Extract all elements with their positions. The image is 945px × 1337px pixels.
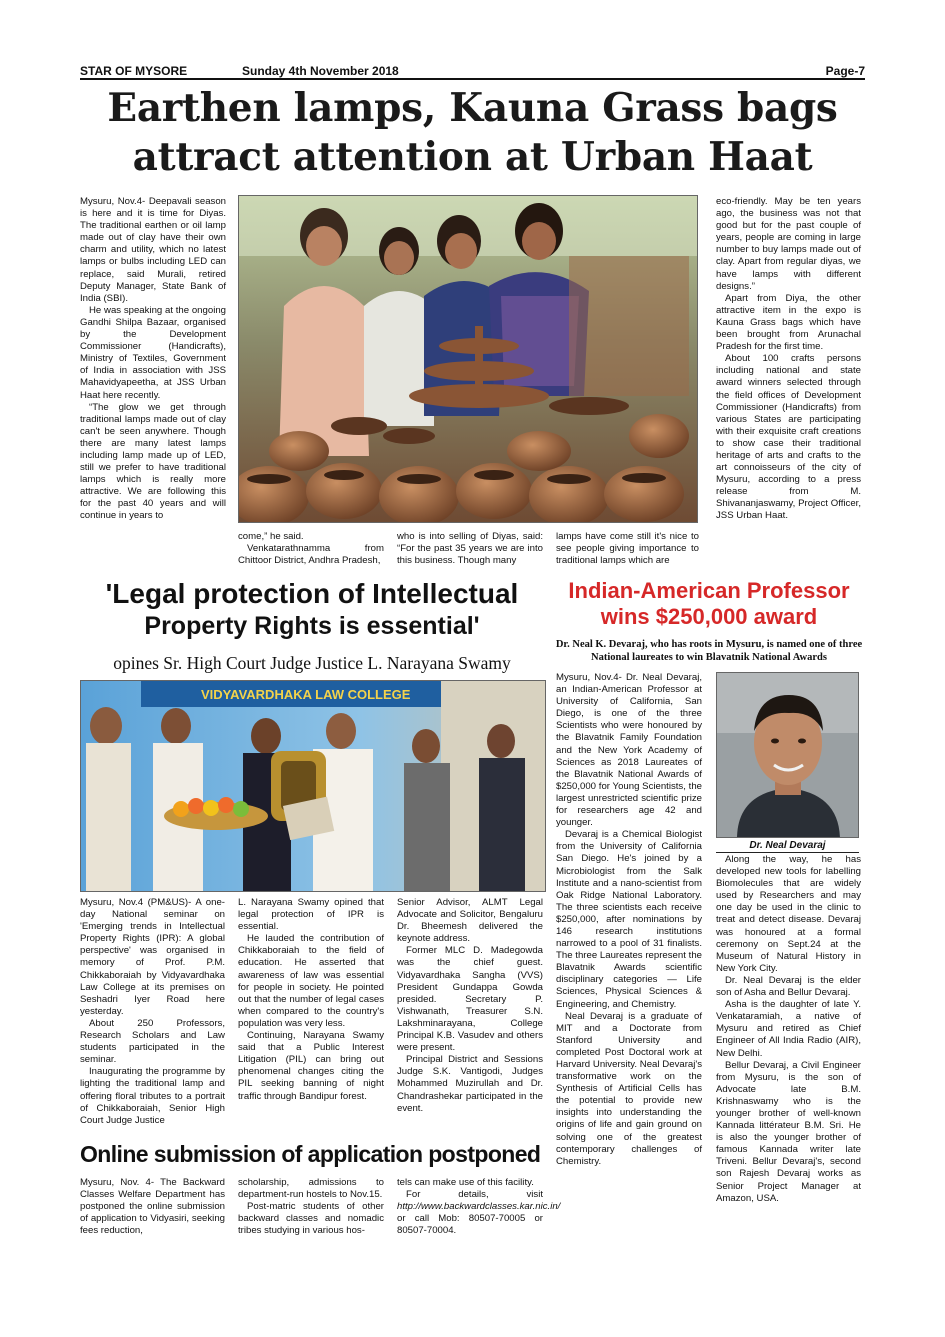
diya-stall-photo xyxy=(239,196,698,523)
lead-paragraph: Mysuru, Nov.4- Deepavali season is here and it is time for Diyas. The traditional earthen or oil lamp made out of clay have their own charm and utility, which no latest lamps or bulbs including LED can replace, said Murali, retired Deputy Manager, State Bank of India (SBI). xyxy=(80,196,226,304)
lead-column-5 xyxy=(716,196,861,523)
lead-paragraph: “The glow we get through traditional lamps made out of clay can't be seen anywhere. Though there are many latest lamps including lamp made up of LED, still we prefer to have traditional lamps which is really more attractive. We are following this for the past 40 years and will continue in years to xyxy=(80,401,226,522)
masthead-rule xyxy=(80,78,865,80)
lead-column-3 xyxy=(397,531,543,567)
award-deck: Dr. Neal K. Devaraj, who has roots in Mysuru, is named one of three National laureates to win Blavatnik National Awards xyxy=(555,639,863,663)
award-headline xyxy=(553,578,865,630)
lead-paragraph: He was speaking at the ongoing Gandhi Shilpa Bazaar, organised by the Development Commissioner (Handicrafts), Ministry of Textiles, Government of India in association with JSS Mahavidyapeetha, at JSS Urban Haat here recently. xyxy=(80,304,226,401)
lead-paragraph: Apart from Diya, the other attractive item in the expo is Kauna Grass bags which have been brought from Arunachal Pradesh for the first time. xyxy=(716,292,861,353)
award-photo xyxy=(716,672,859,838)
award-paragraph: Devaraj is a Chemical Biologist from the University of California San Diego. He's joined by a Microbiologist from the Salk Institute and a nano-scientist from Oak Ridge National Laboratory. The three scientists each receive $250,000, after nominations by 146 research institutions narrowed to a pool of 31 finalists. The three Laureates represent the Blavatnik Awards scientific disciplinary categories — Life Sciences, Physical Sciences & Engineering, and Chemistry. xyxy=(556,829,702,1010)
lead-column-1 xyxy=(80,196,226,523)
ipr-paragraph: Senior Advisor, ALMT Legal Advocate and Solicitor, Bengaluru Dr. Bheemesh delivered the keynote address. xyxy=(397,897,543,945)
award-headline-line2: wins $250,000 award xyxy=(600,604,818,629)
lead-paragraph: Venkatarathnamma from Chittoor District, Andhra Pradesh, xyxy=(238,543,384,567)
seminar-photo xyxy=(81,681,546,892)
ipr-paragraph: L. Narayana Swamy opined that legal protection of IPR is essential. xyxy=(238,897,384,933)
ipr-paragraph: Inaugurating the programme by lighting the traditional lamp and offering floral tributes to a portrait of Chikkaboraiah, Senior High Court Judge Justice xyxy=(80,1066,225,1126)
banner-text: VIDYAVARDHAKA LAW COLLEGE xyxy=(201,687,411,702)
online-column-3 xyxy=(397,1177,561,1237)
ipr-paragraph: Continuing, Narayana Swamy said that a Public Interest Litigation (PIL) can bring out phenomenal changes citing the PIL seeking banning of night traffic through Bandipur forest. xyxy=(238,1030,384,1102)
lead-headline-line2: attract attention at Urban Haat xyxy=(132,134,813,180)
online-url-link[interactable]: http://www.backwardclasses.kar.nic.in/ xyxy=(397,1201,561,1213)
online-paragraph: Post-matric students of other backward classes and nomadic tribes studying in various hos- xyxy=(238,1201,384,1237)
award-paragraph: Neal Devaraj is a graduate of MIT and a Doctorate from Stanford University and completed Post Doctoral work at Harvard University. Neal Devaraj's transformative work on the Synthesis of Artificial Cells has the potential to provide new insights into understanding the origins of life and gain ground on solving one of the greatest contemporary challenges of Chemistry. xyxy=(556,1010,702,1167)
award-paragraph: Bellur Devaraj, a Civil Engineer from Mysuru, is the son of Advocate late B.M. Krishnaswamy who is the younger brother of well-known Kannada littérateur B.M. Sri. He is also the younger brother of famous Kannada writer late Triveni. Bellur Devaraj's, second son Rajesh Devaraj works as Senior Project Manager at Amazon, USA. xyxy=(716,1059,861,1204)
ipr-headline-line2: Property Rights is essential' xyxy=(144,612,480,640)
online-details-prefix: For details, visit xyxy=(406,1189,543,1201)
online-column-2 xyxy=(238,1177,384,1237)
lead-column-2 xyxy=(238,531,384,567)
online-paragraph: scholarship, admissions to department-run hostels to Nov.15. xyxy=(238,1177,384,1201)
ipr-photo xyxy=(80,680,546,892)
ipr-column-1 xyxy=(80,897,225,1127)
award-photo-caption: Dr. Neal Devaraj xyxy=(749,840,826,851)
award-headline-line1: Indian-American Professor xyxy=(568,578,850,603)
award-paragraph: Asha is the daughter of late Y. Venkataramiah, a native of Mysuru and retired as Chief Engineer of All India Radio (AIR), New Delhi. xyxy=(716,999,861,1059)
page-number: Page-7 xyxy=(825,64,865,78)
issue-date: Sunday 4th November 2018 xyxy=(242,64,399,78)
lead-paragraph: eco-friendly. May be ten years ago, the business was not that good but for the past couple of years, people are coming in large number to buy lamps made out of clay. Apart from regular diyas, we have lamps with different designs.” xyxy=(716,196,861,292)
lead-headline xyxy=(80,84,865,182)
lead-column-4 xyxy=(556,531,699,567)
lead-paragraph: come,” he said. xyxy=(238,531,304,542)
ipr-paragraph: Principal District and Sessions Judge S.K. Vantigodi, Judges Mohammed Muzirullah and Dr. Chandrashekar participated in the event. xyxy=(397,1054,543,1114)
ipr-headline xyxy=(80,578,544,642)
award-paragraph: Dr. Neal Devaraj is the elder son of Asha and Bellur Devaraj. xyxy=(716,974,861,999)
lead-photo xyxy=(238,195,698,523)
award-column-1 xyxy=(556,672,702,1168)
neal-devaraj-portrait xyxy=(717,673,859,838)
online-column-1 xyxy=(80,1177,225,1237)
ipr-deck: opines Sr. High Court Judge Justice L. Narayana Swamy xyxy=(113,653,511,673)
award-column-2 xyxy=(716,854,861,1205)
ipr-paragraph: He lauded the contribution of Chikkaboraiah to the field of education. He asserted that awareness of law was essential for people in society. He pointed out that the number of legal cases when compared to the country's population was very less. xyxy=(238,933,384,1029)
caption-rule xyxy=(716,852,859,853)
lead-paragraph: lamps have come still it's nice to see people giving importance to traditional lamps which are xyxy=(556,531,699,567)
ipr-column-3 xyxy=(397,897,543,1115)
online-headline: Online submission of application postponed xyxy=(80,1141,541,1167)
online-paragraph: tels can make use of this facility. xyxy=(397,1177,534,1188)
award-paragraph: Mysuru, Nov.4- Dr. Neal Devaraj, an Indian-American Professor at University of California, San Diego, is one of the three Scientists who were honoured by the Blavatnik Family Foundation and the New York Academy of Sciences as 2018 Laureates of the Blavatnik National Awards of $250,000 for Young Scientists, the largest unrestricted scientific prize for researchers age 42 and younger. xyxy=(556,672,702,829)
newspaper-name: STAR OF MYSORE xyxy=(80,64,188,78)
ipr-paragraph: Mysuru, Nov.4 (PM&US)- A one-day National seminar on 'Emerging trends in Intellectual Property Rights (IPR): A global perspective' was organised in memory of Prof. P.M. Chikkaboraiah by Vidyavardhaka Law College at its premises on Seshadri Iyer Road here yesterday. xyxy=(80,897,225,1017)
online-paragraph: or call Mob: 80507-70005 or 80507-70004. xyxy=(397,1213,543,1237)
ipr-paragraph: Former MLC D. Madegowda was the chief guest. Vidyavardhaka Sangha (VVS) President Gundappa Gowda presided. Secretary P. Vishwanath, Treasurer S.N. Lakshminarayana, College Principal K.B. Vasudev and others were present. xyxy=(397,945,543,1054)
lead-paragraph: who is into selling of Diyas, said: “For the past 35 years we are into this business. Though many xyxy=(397,531,543,567)
ipr-headline-line1: 'Legal protection of Intellectual xyxy=(105,578,519,609)
ipr-paragraph: About 250 Professors, Research Scholars and Law students participated in the seminar. xyxy=(80,1017,225,1066)
online-paragraph xyxy=(397,1189,561,1213)
ipr-column-2 xyxy=(238,897,384,1103)
lead-headline-line1: Earthen lamps, Kauna Grass bags xyxy=(107,85,838,131)
lead-paragraph: About 100 crafts persons including national and state award winners selected through the field offices of Development Commissioner (Handicrafts) from various States are participating with their exquisite craft creations to show case their traditional heritage of arts and crafts to the art connoisseurs of the city of Mysuru, according to a press release from M. Shivananjaswamy, Project Officer, JSS Urban Haat. xyxy=(716,353,861,522)
online-paragraph: Mysuru, Nov. 4- The Backward Classes Welfare Department has postponed the online submission of application to Vidyasiri, seeking fees reduction, xyxy=(80,1177,225,1237)
award-paragraph: Along the way, he has developed new tools for labelling Biomolecules that are widely used by Researchers and may one day be used in the clinic to treat and detect disease. Devaraj was honoured at a formal ceremony on Sept.24 at the Museum of Natural History in New York City. xyxy=(716,854,861,974)
